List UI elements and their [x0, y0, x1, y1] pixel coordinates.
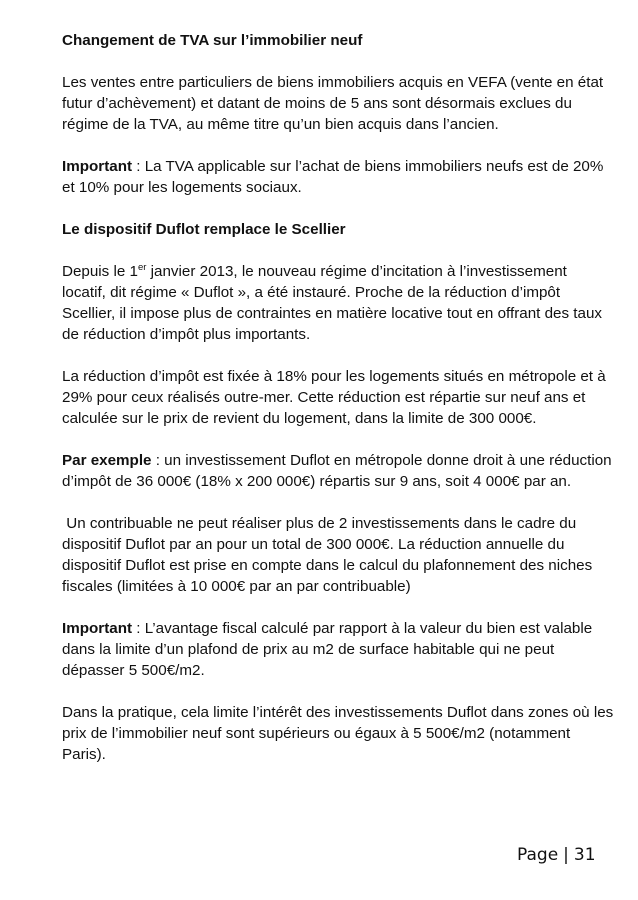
page-label: Page: [517, 845, 559, 865]
important-label: Important: [62, 620, 133, 637]
pratique-paragraph: Dans la pratique, cela limite l’intérêt des investissements Duflot dans zones où les prix de l’immobilier neuf sont supérieurs ou égaux à 5 500€/m2 (notamment Paris).: [62, 704, 614, 763]
exemple-label: Par exemple: [62, 452, 152, 469]
important-tva-paragraph: [62, 156, 614, 198]
reduction-paragraph: La réduction d’impôt est fixée à 18% pour les logements situés en métropole et à 29% pour ceux réalisés outre-mer. Cette réduction est répartie sur neuf ans et calculée sur le prix de revient du logement, dans la limite de 300 000€.: [62, 368, 606, 427]
page-number: 31: [573, 845, 596, 865]
ordinal-superscript: er: [137, 262, 147, 273]
page-footer: [517, 845, 596, 865]
depuis-text-end: janvier 2013, le nouveau régime d’incitation à l’investissement locatif, dit régime « Duflot », a été instauré. Proche de la réduction d’impôt Scellier, il impose plus de contraintes en matière locative tout en offrant des taux de réduction d’impôt plus importants.: [62, 263, 603, 343]
duflot-heading: Le dispositif Duflot remplace le Scellier: [62, 221, 346, 238]
tva-paragraph: Les ventes entre particuliers de biens immobiliers acquis en VEFA (vente en état futur d’achèvement) et datant de moins de 5 ans sont désormais exclues du régime de la TVA, au même titre qu’un bien acquis dans l’ancien.: [62, 74, 604, 133]
exemple-paragraph: [62, 450, 614, 492]
tva-heading: Changement de TVA sur l’immobilier neuf: [62, 32, 363, 49]
important-plafond-paragraph: [62, 618, 614, 681]
page-separator: |: [563, 845, 569, 865]
important-tva-text: : La TVA applicable sur l’achat de biens immobiliers neufs est de 20% et 10% pour les logements sociaux.: [62, 158, 604, 196]
document-page: [62, 30, 614, 786]
important-plafond-text: : L’avantage fiscal calculé par rapport à la valeur du bien est valable dans la limite d’un plafond de prix au m2 de surface habitable qui ne peut dépasser 5 500€/m2.: [62, 620, 593, 679]
important-label: Important: [62, 158, 133, 175]
contribuable-paragraph: Un contribuable ne peut réaliser plus de 2 investissements dans le cadre du dispositif Duflot par an pour un total de 300 000€. La réduction annuelle du dispositif Duflot est prise en compte dans le calcul du plafonnement des niches fiscales (limitées à 10 000€ par an par contribuable): [62, 515, 597, 595]
exemple-text: : un investissement Duflot en métropole donne droit à une réduction d’impôt de 36 000€ (18% x 200 000€) répartis sur 9 ans, soit 4 000€ par an.: [62, 452, 612, 490]
depuis-paragraph: [62, 261, 614, 345]
depuis-text-start: Depuis le 1: [62, 263, 138, 280]
